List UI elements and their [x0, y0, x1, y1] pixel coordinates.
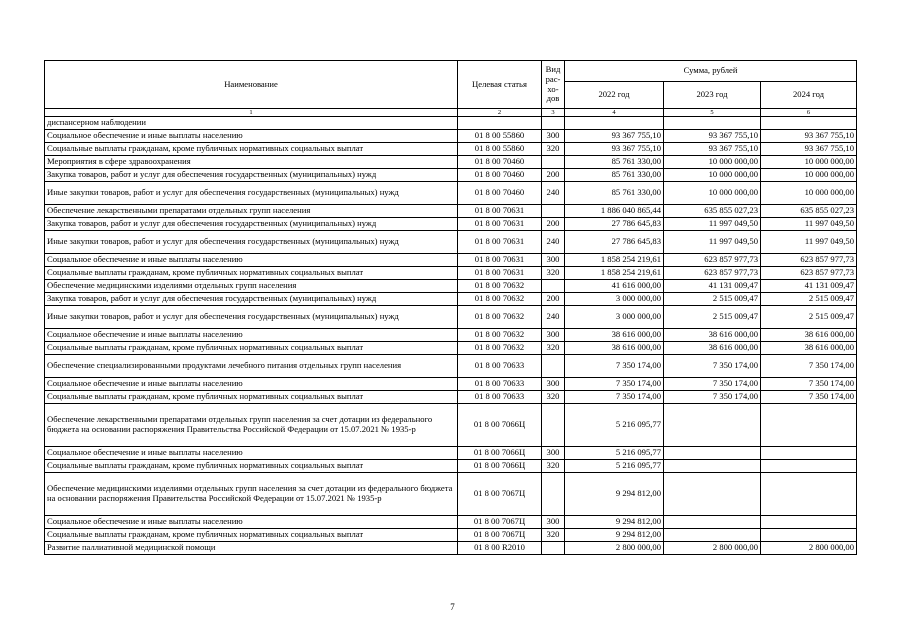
row-expense-type: 320: [542, 391, 565, 404]
table-row: [45, 460, 857, 473]
row-sum-2024: 11 997 049,50: [761, 231, 857, 254]
table-row: [45, 391, 857, 404]
row-name: Социальные выплаты гражданам, кроме публичных нормативных социальных выплат: [45, 529, 458, 542]
row-target-article: 01 8 00 70632: [458, 293, 542, 306]
row-sum-2024: [761, 529, 857, 542]
table-row: [45, 404, 857, 447]
row-name: Обеспечение лекарственными препаратами отдельных групп населения за счет дотации из федерального бюджета на основании распоряжения Правительства Российской Федерации от 15.07.2021 № 1935-р: [45, 404, 458, 447]
header-name: Наименование: [45, 61, 458, 109]
row-sum-2024: 635 855 027,23: [761, 205, 857, 218]
row-sum-2023: [664, 117, 761, 130]
row-expense-type: 240: [542, 182, 565, 205]
row-name: Обеспечение лекарственными препаратами отдельных групп населения: [45, 205, 458, 218]
row-name: Иные закупки товаров, работ и услуг для обеспечения государственных (муниципальных) нужд: [45, 231, 458, 254]
column-number: 1: [45, 109, 458, 117]
row-target-article: 01 8 00 70460: [458, 156, 542, 169]
row-target-article: 01 8 00 70632: [458, 280, 542, 293]
row-name: Обеспечение медицинскими изделиями отдельных групп населения: [45, 280, 458, 293]
row-sum-2022: 93 367 755,10: [565, 130, 664, 143]
row-target-article: 01 8 00 70632: [458, 329, 542, 342]
table-row: [45, 130, 857, 143]
row-sum-2022: 1 858 254 219,61: [565, 267, 664, 280]
row-expense-type: 240: [542, 231, 565, 254]
row-sum-2022: 85 761 330,00: [565, 182, 664, 205]
row-sum-2022: 93 367 755,10: [565, 143, 664, 156]
row-expense-type: 320: [542, 460, 565, 473]
row-sum-2022: 5 216 095,77: [565, 460, 664, 473]
row-sum-2023: 93 367 755,10: [664, 130, 761, 143]
table-row: [45, 169, 857, 182]
row-sum-2022: 27 786 645,83: [565, 231, 664, 254]
row-target-article: 01 8 00 70633: [458, 378, 542, 391]
row-target-article: 01 8 00 55860: [458, 130, 542, 143]
row-sum-2022: 9 294 812,00: [565, 473, 664, 516]
row-name: Социальное обеспечение и иные выплаты населению: [45, 254, 458, 267]
row-name: Социальное обеспечение и иные выплаты населению: [45, 516, 458, 529]
row-sum-2024: [761, 473, 857, 516]
table-row: [45, 117, 857, 130]
row-sum-2024: 623 857 977,73: [761, 254, 857, 267]
row-target-article: 01 8 00 7066Ц: [458, 404, 542, 447]
row-sum-2022: 7 350 174,00: [565, 378, 664, 391]
header-year-2022: 2022 год: [565, 82, 664, 109]
table-row: [45, 306, 857, 329]
row-sum-2023: 2 800 000,00: [664, 542, 761, 555]
page-number: 7: [450, 602, 455, 612]
row-target-article: 01 8 00 70631: [458, 254, 542, 267]
row-sum-2024: [761, 460, 857, 473]
table-row: [45, 542, 857, 555]
row-sum-2024: 41 131 009,47: [761, 280, 857, 293]
table-row: [45, 143, 857, 156]
row-expense-type: [542, 473, 565, 516]
row-name: Закупка товаров, работ и услуг для обеспечения государственных (муниципальных) нужд: [45, 293, 458, 306]
row-name: Закупка товаров, работ и услуг для обеспечения государственных (муниципальных) нужд: [45, 169, 458, 182]
row-name: Мероприятия в сфере здравоохранения: [45, 156, 458, 169]
row-sum-2022: [565, 117, 664, 130]
row-name: Социальные выплаты гражданам, кроме публичных нормативных социальных выплат: [45, 143, 458, 156]
row-sum-2024: 38 616 000,00: [761, 329, 857, 342]
row-target-article: 01 8 00 7067Ц: [458, 516, 542, 529]
row-name: Иные закупки товаров, работ и услуг для обеспечения государственных (муниципальных) нужд: [45, 182, 458, 205]
row-sum-2024: 623 857 977,73: [761, 267, 857, 280]
row-sum-2022: 9 294 812,00: [565, 516, 664, 529]
table-row: [45, 293, 857, 306]
row-sum-2022: 38 616 000,00: [565, 342, 664, 355]
row-name: диспансерном наблюдении: [45, 117, 458, 130]
row-sum-2024: [761, 447, 857, 460]
row-sum-2022: 3 000 000,00: [565, 306, 664, 329]
row-sum-2024: 7 350 174,00: [761, 355, 857, 378]
row-name: Социальное обеспечение и иные выплаты населению: [45, 378, 458, 391]
row-name: Обеспечение специализированными продуктами лечебного питания отдельных групп населения: [45, 355, 458, 378]
row-expense-type: [542, 117, 565, 130]
table-row: [45, 378, 857, 391]
header-year-2024: 2024 год: [761, 82, 857, 109]
row-sum-2024: 11 997 049,50: [761, 218, 857, 231]
row-target-article: 01 8 00 55860: [458, 143, 542, 156]
row-sum-2024: 2 800 000,00: [761, 542, 857, 555]
row-name: Обеспечение медицинскими изделиями отдельных групп населения за счет дотации из федерального бюджета на основании распоряжения Правительства Российской Федерации от 15.07.2021 № 1935-р: [45, 473, 458, 516]
row-sum-2022: 38 616 000,00: [565, 329, 664, 342]
row-name: Социальные выплаты гражданам, кроме публичных нормативных социальных выплат: [45, 267, 458, 280]
row-expense-type: 320: [542, 267, 565, 280]
row-sum-2023: 7 350 174,00: [664, 355, 761, 378]
row-name: Социальные выплаты гражданам, кроме публичных нормативных социальных выплат: [45, 460, 458, 473]
column-number: 2: [458, 109, 542, 117]
row-sum-2023: 11 997 049,50: [664, 231, 761, 254]
row-expense-type: 320: [542, 529, 565, 542]
row-sum-2023: 10 000 000,00: [664, 156, 761, 169]
row-expense-type: [542, 542, 565, 555]
table-row: [45, 254, 857, 267]
row-expense-type: [542, 156, 565, 169]
row-expense-type: [542, 355, 565, 378]
row-expense-type: 200: [542, 169, 565, 182]
row-target-article: 01 8 00 7066Ц: [458, 460, 542, 473]
row-target-article: 01 8 00 70632: [458, 306, 542, 329]
row-sum-2023: 7 350 174,00: [664, 378, 761, 391]
row-target-article: 01 8 00 70460: [458, 169, 542, 182]
row-target-article: 01 8 00 70631: [458, 231, 542, 254]
table-row: [45, 280, 857, 293]
row-target-article: 01 8 00 70632: [458, 342, 542, 355]
row-target-article: 01 8 00 70633: [458, 355, 542, 378]
header-sum: Сумма, рублей: [565, 61, 857, 82]
row-sum-2023: 623 857 977,73: [664, 254, 761, 267]
row-sum-2022: 1 886 040 865,44: [565, 205, 664, 218]
row-sum-2022: 9 294 812,00: [565, 529, 664, 542]
row-sum-2022: 7 350 174,00: [565, 355, 664, 378]
row-target-article: 01 8 00 70631: [458, 205, 542, 218]
table-row: [45, 156, 857, 169]
table-row: [45, 329, 857, 342]
row-sum-2022: 7 350 174,00: [565, 391, 664, 404]
row-expense-type: 300: [542, 447, 565, 460]
row-sum-2023: [664, 516, 761, 529]
row-target-article: 01 8 00 7067Ц: [458, 529, 542, 542]
row-sum-2023: [664, 473, 761, 516]
row-name: Социальные выплаты гражданам, кроме публичных нормативных социальных выплат: [45, 391, 458, 404]
table-row: [45, 516, 857, 529]
column-number: 5: [664, 109, 761, 117]
row-sum-2022: 27 786 645,83: [565, 218, 664, 231]
budget-table: [44, 60, 857, 555]
row-sum-2024: 7 350 174,00: [761, 378, 857, 391]
table-row: [45, 267, 857, 280]
row-sum-2024: [761, 516, 857, 529]
row-sum-2023: 2 515 009,47: [664, 306, 761, 329]
row-target-article: 01 8 00 70633: [458, 391, 542, 404]
row-expense-type: 240: [542, 306, 565, 329]
row-name: Развитие паллиативной медицинской помощи: [45, 542, 458, 555]
row-expense-type: 200: [542, 293, 565, 306]
row-sum-2023: 41 131 009,47: [664, 280, 761, 293]
row-expense-type: [542, 404, 565, 447]
row-sum-2023: [664, 529, 761, 542]
row-sum-2024: 10 000 000,00: [761, 169, 857, 182]
row-sum-2024: 2 515 009,47: [761, 293, 857, 306]
header-code: Целевая статья: [458, 61, 542, 109]
row-sum-2024: 10 000 000,00: [761, 182, 857, 205]
table-row: [45, 205, 857, 218]
table-body: [45, 117, 857, 555]
row-target-article: 01 8 00 7067Ц: [458, 473, 542, 516]
row-sum-2022: 2 800 000,00: [565, 542, 664, 555]
table-row: [45, 447, 857, 460]
table-row: [45, 342, 857, 355]
row-sum-2022: 41 616 000,00: [565, 280, 664, 293]
row-sum-2022: 3 000 000,00: [565, 293, 664, 306]
row-sum-2023: 93 367 755,10: [664, 143, 761, 156]
row-sum-2024: 2 515 009,47: [761, 306, 857, 329]
row-name: Социальное обеспечение и иные выплаты населению: [45, 447, 458, 460]
row-sum-2024: 7 350 174,00: [761, 391, 857, 404]
row-expense-type: 320: [542, 143, 565, 156]
table-row: [45, 529, 857, 542]
row-name: Закупка товаров, работ и услуг для обеспечения государственных (муниципальных) нужд: [45, 218, 458, 231]
row-name: Социальное обеспечение и иные выплаты населению: [45, 130, 458, 143]
row-sum-2023: 635 855 027,23: [664, 205, 761, 218]
row-sum-2022: 1 858 254 219,61: [565, 254, 664, 267]
row-sum-2023: 10 000 000,00: [664, 182, 761, 205]
row-sum-2023: [664, 404, 761, 447]
row-name: Иные закупки товаров, работ и услуг для обеспечения государственных (муниципальных) нужд: [45, 306, 458, 329]
row-sum-2023: [664, 460, 761, 473]
row-target-article: 01 8 00 70631: [458, 267, 542, 280]
row-target-article: 01 8 00 70631: [458, 218, 542, 231]
column-number: 4: [565, 109, 664, 117]
row-expense-type: 300: [542, 329, 565, 342]
row-name: Социальное обеспечение и иные выплаты населению: [45, 329, 458, 342]
row-sum-2024: 10 000 000,00: [761, 156, 857, 169]
row-sum-2023: 623 857 977,73: [664, 267, 761, 280]
table-row: [45, 355, 857, 378]
table-row: [45, 182, 857, 205]
row-expense-type: [542, 280, 565, 293]
header-year-2023: 2023 год: [664, 82, 761, 109]
table-row: [45, 218, 857, 231]
row-sum-2024: [761, 117, 857, 130]
row-sum-2023: [664, 447, 761, 460]
row-target-article: [458, 117, 542, 130]
row-sum-2022: 5 216 095,77: [565, 404, 664, 447]
row-expense-type: 200: [542, 218, 565, 231]
row-expense-type: 320: [542, 342, 565, 355]
row-expense-type: 300: [542, 516, 565, 529]
row-expense-type: 300: [542, 254, 565, 267]
row-sum-2024: 38 616 000,00: [761, 342, 857, 355]
column-number: 6: [761, 109, 857, 117]
row-sum-2024: 93 367 755,10: [761, 143, 857, 156]
row-expense-type: [542, 205, 565, 218]
row-sum-2024: [761, 404, 857, 447]
row-sum-2024: 93 367 755,10: [761, 130, 857, 143]
table-row: [45, 473, 857, 516]
row-sum-2023: 38 616 000,00: [664, 329, 761, 342]
row-target-article: 01 8 00 R2010: [458, 542, 542, 555]
column-number: 3: [542, 109, 565, 117]
row-sum-2022: 5 216 095,77: [565, 447, 664, 460]
row-target-article: 01 8 00 70460: [458, 182, 542, 205]
row-name: Социальные выплаты гражданам, кроме публичных нормативных социальных выплат: [45, 342, 458, 355]
row-sum-2022: 85 761 330,00: [565, 156, 664, 169]
row-sum-2022: 85 761 330,00: [565, 169, 664, 182]
row-sum-2023: 11 997 049,50: [664, 218, 761, 231]
row-sum-2023: 7 350 174,00: [664, 391, 761, 404]
row-expense-type: 300: [542, 130, 565, 143]
table-row: [45, 231, 857, 254]
row-expense-type: 300: [542, 378, 565, 391]
row-sum-2023: 2 515 009,47: [664, 293, 761, 306]
row-sum-2023: 10 000 000,00: [664, 169, 761, 182]
row-target-article: 01 8 00 7066Ц: [458, 447, 542, 460]
row-sum-2023: 38 616 000,00: [664, 342, 761, 355]
header-vid: Вид рас-хо-дов: [542, 61, 565, 109]
